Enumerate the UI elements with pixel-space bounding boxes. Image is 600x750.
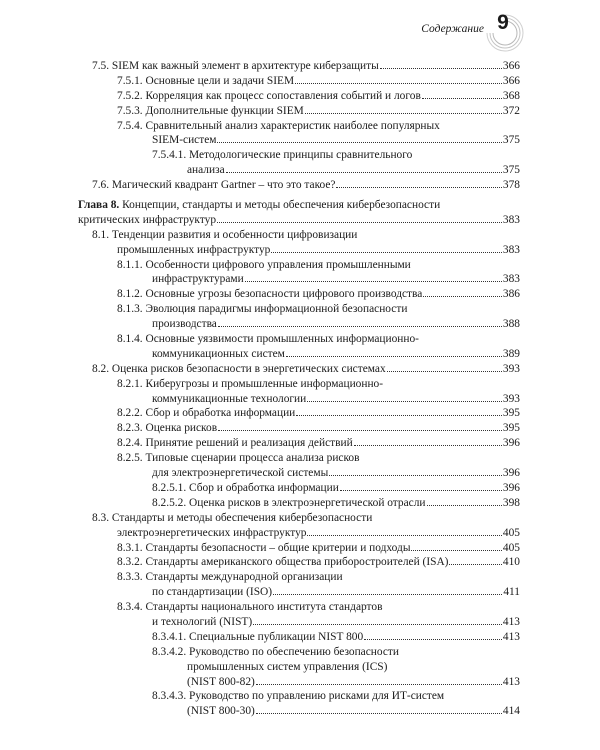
toc-entry-title: 8.3. Стандарты и методы обеспечения кибербезопасности (92, 511, 373, 524)
toc-entry-line (152, 392, 520, 407)
dot-leader (296, 406, 502, 416)
toc-entry-title: 7.5. SIEM как важный элемент в архитектуре киберзащиты (92, 60, 379, 72)
toc-entry (0, 119, 600, 149)
toc-entry-title: (NIST 800-82) (187, 675, 255, 688)
toc-page-number: 411 (503, 586, 520, 599)
toc-entry-title: коммуникационные технологии (152, 392, 307, 405)
toc-page-number: 396 (502, 467, 520, 480)
toc-page-number: 378 (502, 179, 520, 192)
toc-entry (0, 511, 600, 541)
toc-entry-line (117, 243, 520, 258)
table-of-contents (0, 59, 600, 719)
toc-entry-title: промышленных инфраструктур (117, 243, 271, 256)
toc-entry-title: 7.5.1. Основные цели и задачи SIEM (117, 74, 295, 87)
toc-entry-line (152, 317, 520, 332)
toc-entry-title: инфраструктурами (152, 273, 244, 286)
toc-chapter-entry (0, 198, 600, 228)
toc-entry-line (152, 645, 520, 660)
toc-entry-line (187, 675, 520, 690)
toc-entry-line (78, 213, 520, 228)
page-number: 9 (497, 11, 509, 34)
toc-page-number: 396 (502, 481, 520, 494)
toc-entry-title: 8.2. Оценка рисков безопасности в энергетических системах (92, 362, 386, 375)
dot-leader (253, 615, 502, 625)
dot-leader (295, 74, 502, 84)
toc-entry-title: для электроэнергетической системы (152, 467, 329, 480)
toc-entry (0, 59, 600, 74)
toc-page-number: 405 (502, 526, 520, 539)
dot-leader (422, 89, 502, 99)
toc-entry-title: 8.1.3. Эволюция парадигмы информационной безопасности (117, 303, 408, 316)
toc-entry-line (117, 287, 520, 302)
dot-leader (449, 555, 501, 565)
toc-entry-line (92, 59, 520, 74)
chapter-label: Глава 8. (78, 199, 120, 212)
toc-entry-line (152, 466, 520, 481)
toc-page-number: 413 (502, 615, 520, 628)
toc-entry (0, 258, 600, 288)
toc-entry (0, 228, 600, 258)
toc-page-number: 393 (502, 392, 520, 405)
dot-leader (218, 317, 502, 327)
toc-page-number: 366 (502, 74, 520, 87)
dot-leader (217, 133, 501, 143)
toc-page-number: 393 (502, 362, 520, 375)
toc-entry-title: 8.3.4.2. Руководство по обеспечению безопасности (152, 645, 399, 658)
toc-entry-line (117, 526, 520, 541)
toc-entry-line (117, 74, 520, 89)
toc-entry-title: 8.1.1. Особенности цифрового управления промышленными (117, 258, 411, 271)
toc-entry (0, 451, 600, 481)
toc-entry-line (117, 377, 520, 392)
toc-entry-line (152, 630, 520, 645)
toc-entry-title: 8.3.4. Стандарты национального института стандартов (117, 601, 383, 614)
toc-page-number: 413 (502, 630, 520, 643)
toc-entry-line (187, 163, 520, 178)
toc-entry-line (92, 228, 520, 243)
toc-entry-line (152, 481, 520, 496)
toc-page-number: 383 (502, 243, 520, 256)
toc-entry-title: электроэнергетических инфраструктур (117, 526, 307, 539)
toc-entry-title: анализа (187, 164, 225, 177)
toc-entry-line (117, 600, 520, 615)
dot-leader (340, 481, 502, 491)
toc-entry (0, 570, 600, 600)
dot-leader (380, 59, 502, 69)
dot-leader (354, 436, 502, 446)
toc-page-number: 395 (502, 422, 520, 435)
toc-entry-line (117, 406, 520, 421)
toc-entry-title: промышленных систем управления (ICS) (187, 660, 388, 673)
toc-entry-title: 7.5.4.1. Методологические принципы сравнительного (152, 149, 413, 162)
toc-entry-line (152, 347, 520, 362)
dot-leader (427, 496, 502, 506)
dot-leader (411, 541, 501, 551)
toc-entry (0, 496, 600, 511)
toc-page-number: 398 (502, 496, 520, 509)
dot-leader (336, 178, 501, 188)
toc-page-number: 372 (502, 104, 520, 117)
toc-entry-line (187, 704, 520, 719)
toc-entry-line (152, 272, 520, 287)
dot-leader (329, 466, 502, 476)
toc-entry-line (117, 570, 520, 585)
toc-entry (0, 178, 600, 193)
toc-page-number: 405 (502, 541, 520, 554)
toc-entry (0, 302, 600, 332)
dot-leader (307, 392, 502, 402)
toc-entry (0, 89, 600, 104)
toc-entry-title: по стандартизации (ISO) (152, 586, 273, 599)
toc-entry-line (117, 89, 520, 104)
toc-entry-title: 8.3.3. Стандарты международной организации (117, 571, 343, 584)
toc-entry (0, 689, 600, 719)
toc-entry-line (187, 660, 520, 675)
toc-entry-line (152, 148, 520, 163)
toc-entry (0, 645, 600, 690)
toc-entry-title: производства (152, 318, 217, 331)
toc-entry (0, 481, 600, 496)
dot-leader (218, 421, 502, 431)
toc-entry (0, 421, 600, 436)
toc-entry-title: 8.3.4.3. Руководство по управлению рисками для ИТ-систем (152, 690, 445, 703)
toc-entry-title: 8.2.5.2. Оценка рисков в электроэнергетической отрасли (152, 496, 426, 509)
toc-entry (0, 600, 600, 630)
toc-entry-line (117, 302, 520, 317)
toc-entry-title: Концепции, стандарты и методы обеспечения кибербезопасности (122, 199, 441, 212)
toc-entry-line (92, 362, 520, 377)
dot-leader (245, 272, 502, 282)
toc-page-number: 368 (502, 89, 520, 102)
toc-page-number: 383 (502, 213, 520, 226)
dot-leader (307, 526, 501, 536)
toc-entry-line (152, 133, 520, 148)
toc-entry (0, 377, 600, 407)
toc-page-number: 414 (502, 705, 520, 718)
dot-leader (217, 213, 502, 223)
toc-page-number: 386 (502, 288, 520, 301)
toc-page-number: 375 (502, 134, 520, 147)
toc-entry-line (92, 178, 520, 193)
toc-entry-line (78, 198, 520, 213)
toc-entry-title: 8.1.2. Основные угрозы безопасности цифрового производства (117, 288, 423, 301)
toc-entry (0, 630, 600, 645)
toc-entry-title: и технологий (NIST) (152, 615, 253, 628)
toc-entry-title: 8.3.1. Стандарты безопасности – общие критерии и подходы (117, 541, 411, 554)
toc-entry-title: 7.5.4. Сравнительный анализ характеристик наиболее популярных (117, 119, 440, 132)
running-header-title: Содержание (421, 23, 484, 35)
toc-entry-title: 7.6. Магический квадрант Gartner – что это такое? (92, 179, 336, 192)
dot-leader (256, 675, 502, 685)
toc-entry-line (117, 451, 520, 466)
toc-entry-title: 8.2.4. Принятие решений и реализация действий (117, 437, 353, 450)
dot-leader (423, 287, 502, 297)
toc-entry-title: 8.3.2. Стандарты американского общества приборостроителей (ISA) (117, 556, 449, 569)
toc-page-number: 388 (502, 318, 520, 331)
dot-leader (286, 347, 502, 357)
toc-page-number: 395 (502, 407, 520, 420)
dot-leader (387, 362, 502, 372)
toc-entry-line (117, 119, 520, 134)
toc-entry-title: 8.3.4.1. Специальные публикации NIST 800 (152, 630, 364, 643)
toc-entry-line (117, 258, 520, 273)
toc-entry (0, 362, 600, 377)
toc-entry-title: 7.5.2. Корреляция как процесс сопоставления событий и логов (117, 89, 421, 102)
toc-entry-title: критических инфраструктур (78, 213, 217, 226)
toc-page-number: 383 (502, 273, 520, 286)
toc-entry-title: (NIST 800-30) (187, 705, 255, 718)
toc-page-number: 413 (502, 675, 520, 688)
toc-entry-line (92, 511, 520, 526)
toc-entry-line (152, 689, 520, 704)
toc-entry-line (117, 104, 520, 119)
dot-leader (305, 104, 502, 114)
toc-entry-line (117, 421, 520, 436)
toc-entry (0, 332, 600, 362)
toc-entry (0, 148, 600, 178)
toc-entry-line (152, 496, 520, 511)
dot-leader (364, 630, 502, 640)
toc-entry-line (152, 585, 520, 600)
dot-leader (273, 585, 502, 595)
toc-entry-line (117, 332, 520, 347)
toc-entry-title: 8.2.3. Оценка рисков (117, 422, 218, 435)
toc-page-number: 410 (502, 556, 520, 569)
toc-page-number: 375 (502, 164, 520, 177)
toc-entry (0, 287, 600, 302)
toc-entry-line (152, 615, 520, 630)
toc-entry-title: 8.1. Тенденции развития и особенности цифровизации (92, 228, 358, 241)
toc-entry-line (117, 436, 520, 451)
toc-entry (0, 406, 600, 421)
toc-entry (0, 555, 600, 570)
toc-entry-line (117, 541, 520, 556)
toc-entry-line (117, 555, 520, 570)
toc-entry-title: коммуникационных систем (152, 347, 285, 360)
dot-leader (226, 163, 502, 173)
toc-entry-title: 8.2.5.1. Сбор и обработка информации (152, 481, 339, 494)
toc-entry (0, 104, 600, 119)
toc-entry-title: 8.1.4. Основные уязвимости промышленных информационно- (117, 333, 419, 346)
toc-entry-title: 8.2.1. Киберугрозы и промышленные информационно- (117, 377, 384, 390)
toc-entry (0, 74, 600, 89)
toc-page-number: 366 (502, 60, 520, 72)
dot-leader (256, 704, 502, 714)
toc-entry-title: SIEM-систем (152, 134, 217, 147)
toc-entry (0, 541, 600, 556)
toc-page-number: 396 (502, 437, 520, 450)
toc-entry-title: 8.2.5. Типовые сценарии процесса анализа рисков (117, 452, 360, 465)
dot-leader (271, 243, 502, 253)
toc-entry-title: 7.5.3. Дополнительные функции SIEM (117, 104, 304, 117)
toc-entry-title: 8.2.2. Сбор и обработка информации (117, 407, 296, 420)
toc-page-number: 389 (502, 347, 520, 360)
toc-entry (0, 436, 600, 451)
